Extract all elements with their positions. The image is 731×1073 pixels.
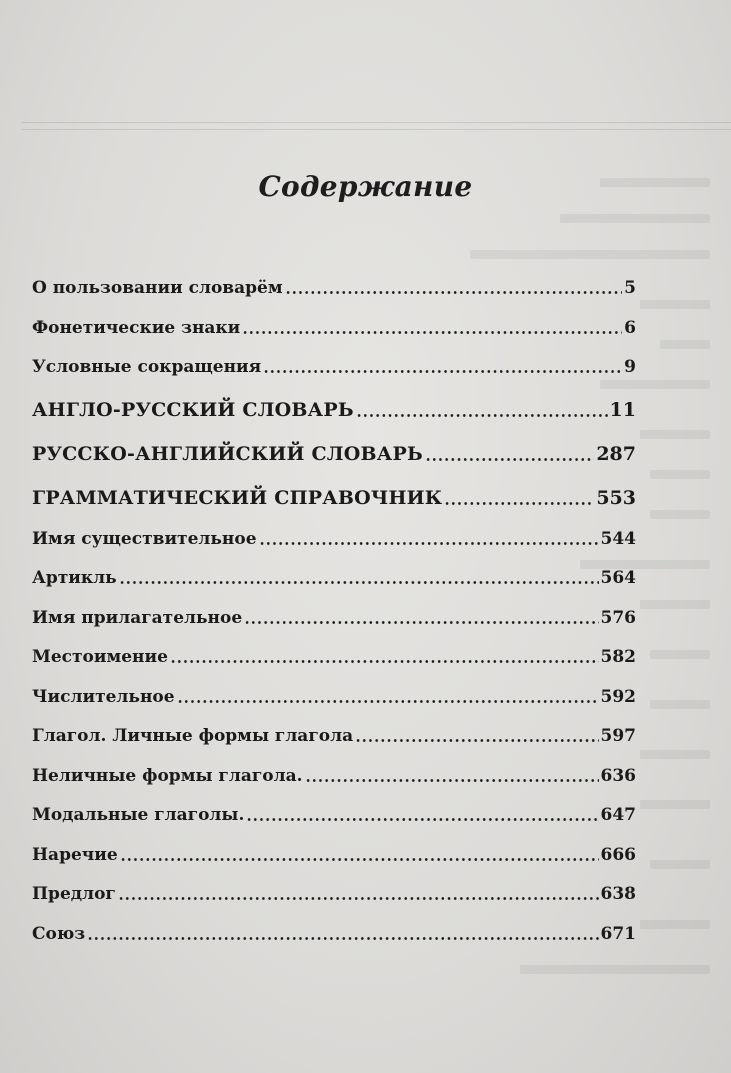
toc-entry-page-number: 647 bbox=[600, 805, 636, 825]
toc-entry-label: Глагол. Личные формы глагола bbox=[32, 726, 354, 746]
toc-entry-label: АНГЛО-РУССКИЙ СЛОВАРЬ bbox=[32, 399, 354, 421]
dot-leader bbox=[425, 458, 595, 461]
dot-leader bbox=[170, 660, 599, 663]
toc-entry-page-number: 287 bbox=[596, 443, 636, 465]
toc-entry bbox=[32, 421, 636, 465]
toc-entry-label: Наречие bbox=[32, 844, 118, 865]
toc-entry-label: Местоимение bbox=[32, 647, 168, 667]
toc-entry bbox=[32, 588, 636, 628]
toc-entry-page-number: 592 bbox=[600, 686, 636, 707]
dot-leader bbox=[355, 739, 598, 742]
toc-entry bbox=[32, 825, 636, 865]
dot-leader bbox=[356, 414, 608, 417]
dot-leader bbox=[120, 858, 599, 861]
page-title: Содержание bbox=[258, 170, 473, 203]
toc-entry-page-number: 5 bbox=[624, 278, 636, 298]
toc-entry bbox=[32, 509, 636, 549]
toc-entry bbox=[32, 338, 636, 378]
toc-entry-label: РУССКО-АНГЛИЙСКИЙ СЛОВАРЬ bbox=[32, 443, 423, 465]
toc-entry-page-number: 544 bbox=[600, 528, 636, 549]
toc-entry-label: Союз bbox=[32, 923, 86, 944]
toc-entry-label: Модальные глаголы. bbox=[32, 805, 245, 825]
toc-entry-label: Имя существительное bbox=[32, 528, 257, 549]
dot-leader bbox=[177, 700, 599, 703]
toc-entry bbox=[32, 786, 636, 826]
dot-leader bbox=[263, 370, 622, 373]
toc-entry-label: Условные сокращения bbox=[32, 357, 262, 377]
toc-entry-label: О пользовании словарём bbox=[32, 278, 283, 298]
toc-entry bbox=[32, 707, 636, 747]
toc-entry-label: Числительное bbox=[32, 686, 175, 707]
toc-entry-page-number: 582 bbox=[600, 647, 636, 667]
toc-entry bbox=[32, 865, 636, 905]
toc-entry-page-number: 638 bbox=[600, 884, 636, 904]
table-of-contents bbox=[32, 272, 636, 944]
dot-leader bbox=[246, 818, 598, 821]
toc-entry bbox=[32, 667, 636, 707]
toc-entry-label: Предлог bbox=[32, 884, 116, 904]
dot-leader bbox=[119, 581, 599, 584]
dot-leader bbox=[305, 779, 599, 782]
toc-entry-label: ГРАММАТИЧЕСКИЙ СПРАВОЧНИК bbox=[32, 487, 443, 509]
toc-entry-label: Фонетические знаки bbox=[32, 317, 241, 338]
toc-entry-page-number: 553 bbox=[596, 487, 636, 509]
toc-entry-page-number: 6 bbox=[624, 317, 636, 338]
toc-entry bbox=[32, 628, 636, 668]
toc-entry bbox=[32, 904, 636, 944]
dot-leader bbox=[285, 291, 623, 294]
toc-entry-page-number: 9 bbox=[624, 357, 636, 377]
toc-entry-page-number: 564 bbox=[600, 568, 636, 588]
dot-leader bbox=[259, 542, 599, 545]
dot-leader bbox=[444, 502, 594, 505]
toc-entry bbox=[32, 298, 636, 338]
dot-leader bbox=[244, 621, 598, 624]
toc-entry-label: Неличные формы глагола. bbox=[32, 765, 303, 786]
toc-entry-page-number: 11 bbox=[609, 399, 636, 421]
dot-leader bbox=[87, 937, 598, 940]
toc-entry-label: Артикль bbox=[32, 568, 117, 588]
toc-entry bbox=[32, 549, 636, 589]
dot-leader bbox=[118, 897, 599, 900]
toc-entry bbox=[32, 377, 636, 421]
toc-entry bbox=[32, 746, 636, 786]
dot-leader bbox=[242, 331, 622, 334]
toc-entry bbox=[32, 272, 636, 298]
toc-entry-page-number: 636 bbox=[600, 765, 636, 786]
toc-entry-page-number: 576 bbox=[600, 607, 636, 628]
toc-entry-label: Имя прилагательное bbox=[32, 607, 243, 628]
toc-entry-page-number: 597 bbox=[600, 726, 636, 746]
toc-entry bbox=[32, 465, 636, 509]
toc-entry-page-number: 666 bbox=[600, 844, 636, 865]
toc-entry-page-number: 671 bbox=[600, 923, 636, 944]
